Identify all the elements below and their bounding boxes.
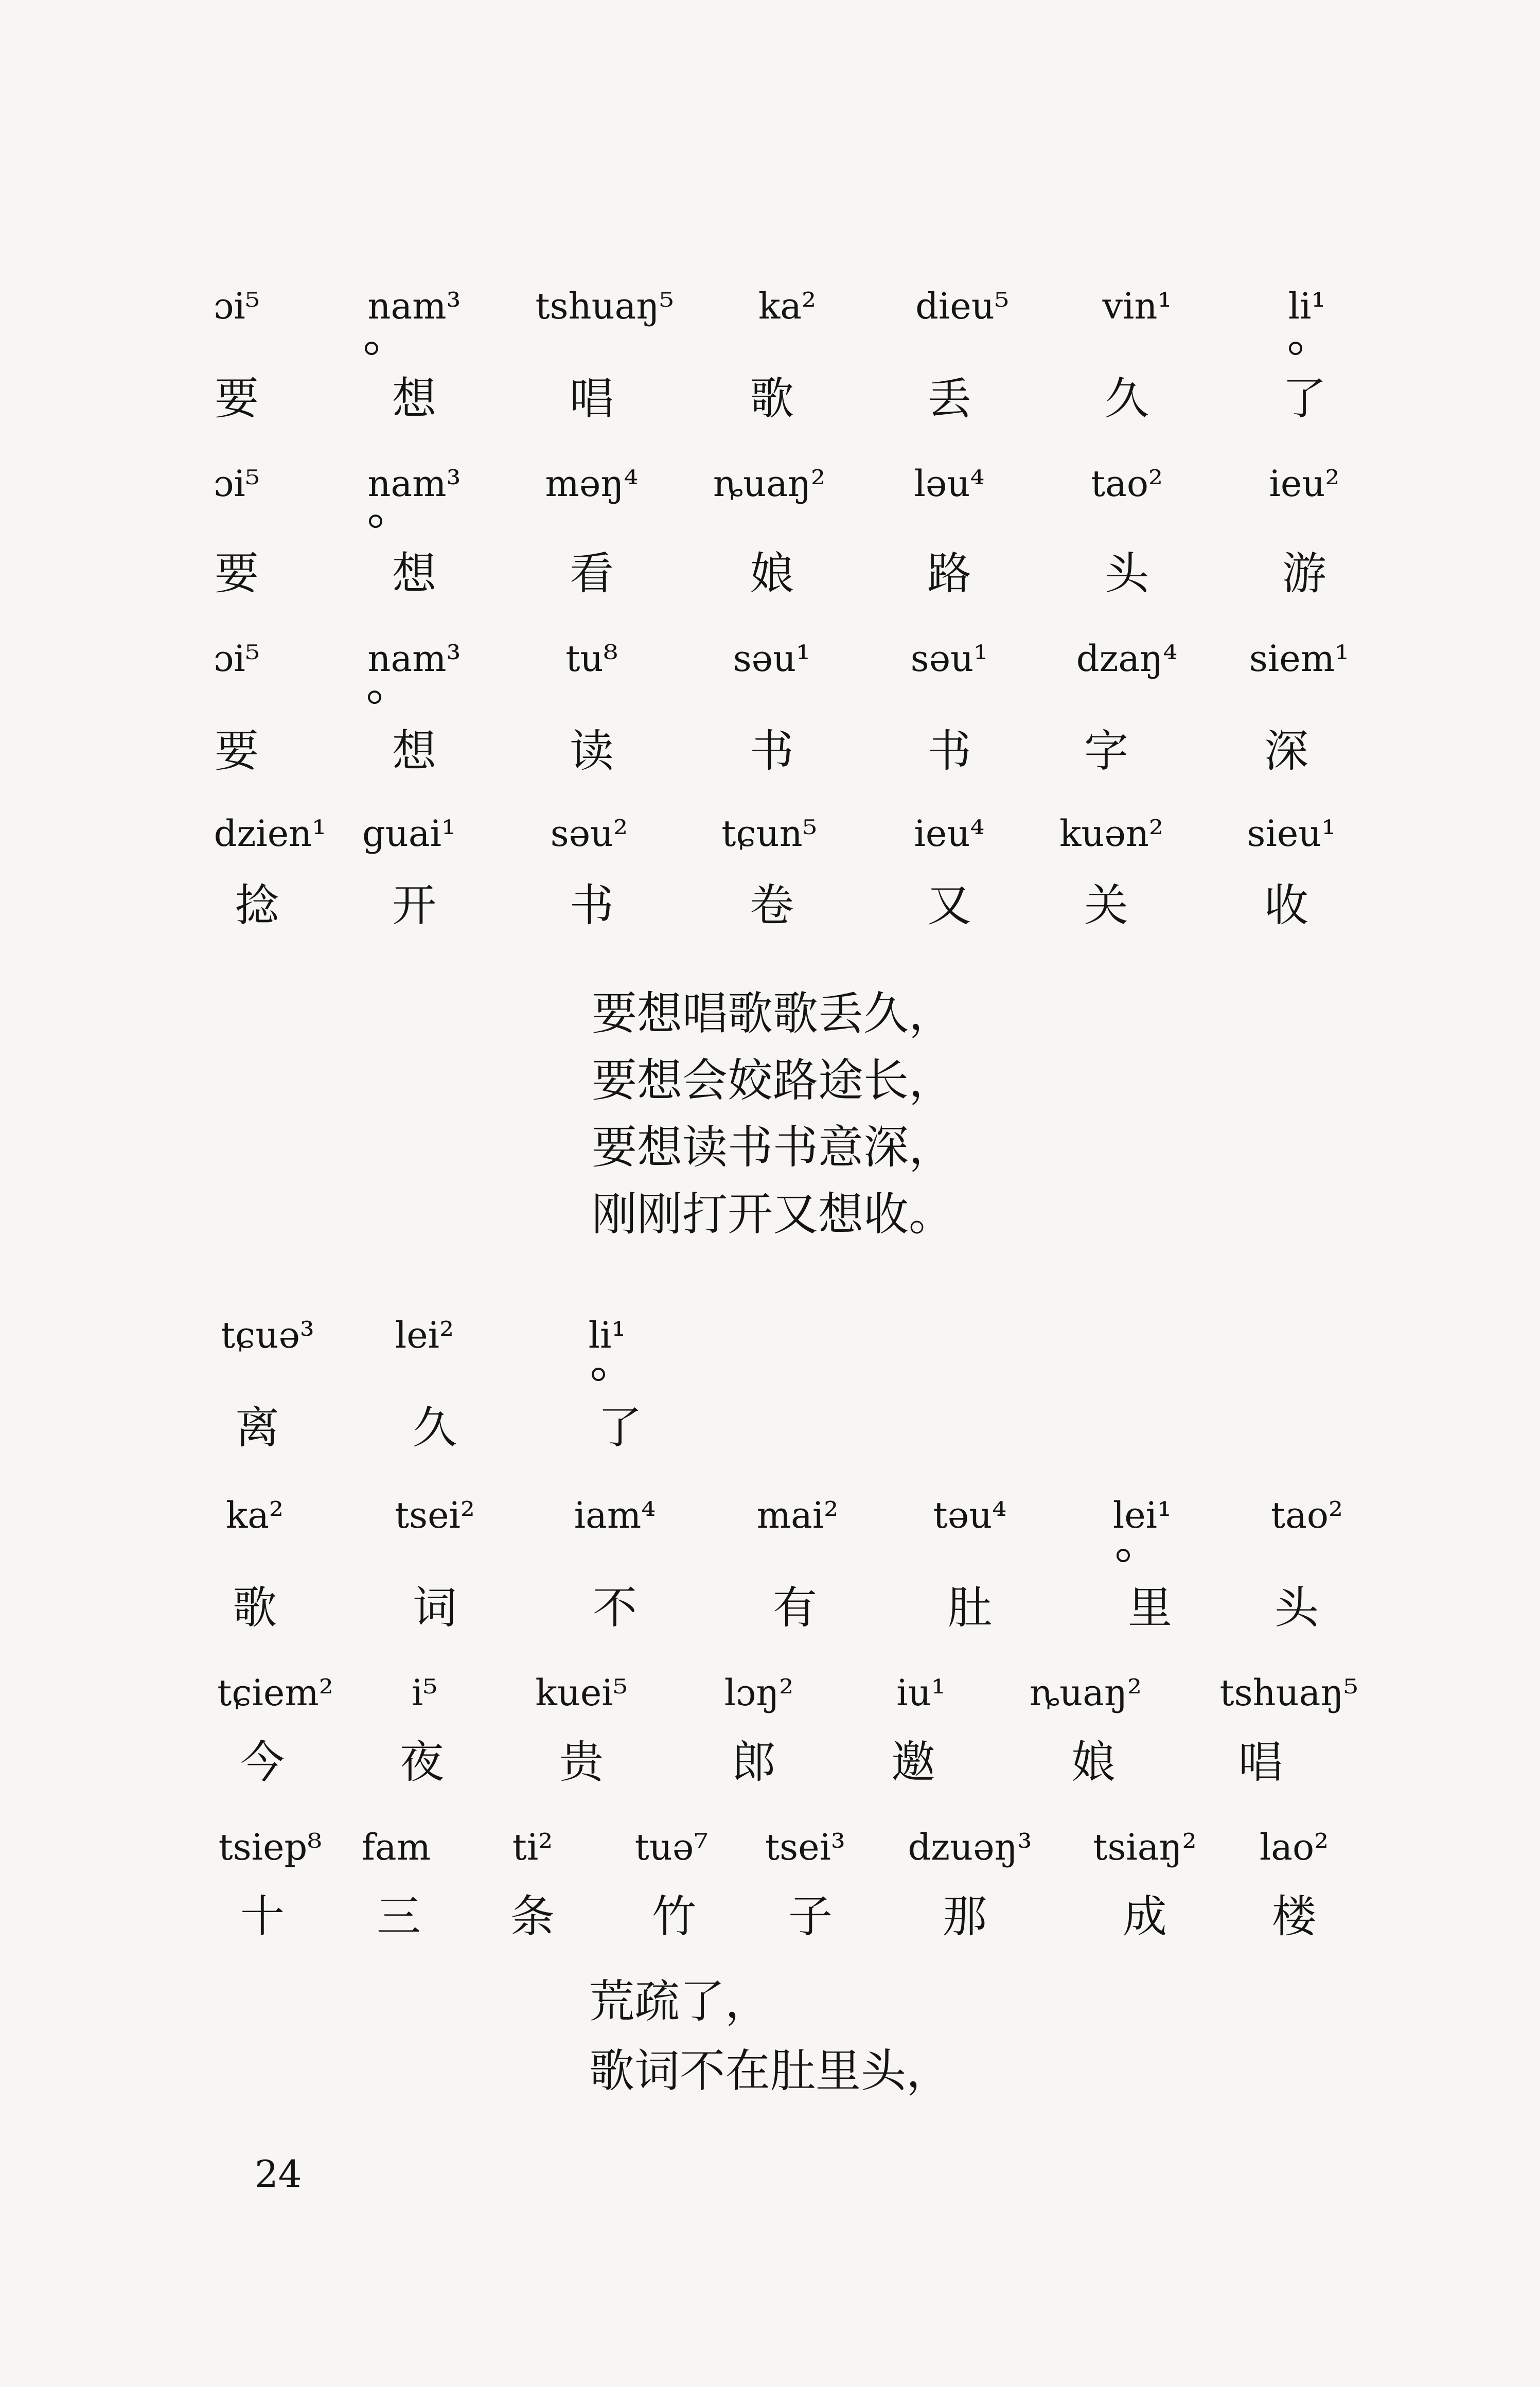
hanzi-character: 看 [570,548,614,599]
hanzi-character: 子 [788,1891,833,1942]
hanzi-character: 要 [215,726,259,777]
phonetic-syllable: nam³ [367,638,461,680]
phonetic-syllable: li¹ [588,1314,626,1356]
translation-line: 要想唱歌歌丢久， [592,987,954,1040]
hanzi-character: 读 [570,726,614,777]
hanzi-character: 关 [1084,880,1128,931]
hanzi-character: 娘 [1071,1737,1116,1788]
phonetic-syllable: ȵuaŋ² [713,463,826,505]
phonetic-syllable: mai² [756,1494,839,1536]
phonetic-syllable: iam⁴ [574,1494,656,1536]
phonetic-syllable: dieu⁵ [915,285,1009,327]
hanzi-character: 词 [413,1582,457,1634]
phonetic-syllable: dzuəŋ³ [908,1826,1032,1868]
hanzi-character: 三 [377,1891,421,1942]
translation-line: 要想读书书意深， [592,1121,954,1174]
hanzi-character: 竹 [652,1891,696,1942]
phonetic-syllable: nam³ [367,463,461,505]
hanzi-character: 头 [1105,548,1149,599]
hanzi-character: 楼 [1272,1891,1316,1942]
circle-mark [1117,1549,1130,1562]
phonetic-syllable: dzaŋ⁴ [1076,638,1178,680]
hanzi-character: 肚 [948,1582,992,1634]
hanzi-character: 捻 [235,880,279,931]
hanzi-character: 想 [392,373,436,425]
hanzi-character: 久 [413,1402,457,1454]
hanzi-character: 离 [235,1402,279,1454]
phonetic-syllable: lao² [1259,1826,1329,1868]
hanzi-character: 书 [927,726,971,777]
phonetic-syllable: lei¹ [1112,1494,1172,1536]
hanzi-character: 想 [392,548,436,599]
phonetic-syllable: fam [361,1826,431,1868]
phonetic-syllable: ka² [225,1494,284,1536]
hanzi-character: 丢 [927,373,971,425]
phonetic-syllable: tshuaŋ⁵ [1219,1672,1358,1714]
phonetic-syllable: tu⁸ [565,638,618,680]
hanzi-character: 深 [1264,726,1308,777]
phonetic-syllable: iu¹ [896,1672,946,1714]
phonetic-syllable: tsiaŋ² [1093,1826,1197,1868]
phonetic-syllable: dzien¹ [214,812,327,855]
translation-line: 要想会姣路途长， [592,1054,954,1107]
phonetic-syllable: tao² [1270,1494,1343,1536]
hanzi-character: 娘 [750,548,794,599]
phonetic-syllable: nam³ [367,285,461,327]
hanzi-character: 歌 [750,373,794,425]
hanzi-character: 头 [1275,1582,1319,1634]
phonetic-syllable: səu¹ [733,638,811,680]
phonetic-syllable: ka² [758,285,817,327]
hanzi-character: 邀 [891,1737,935,1788]
hanzi-character: 又 [927,880,971,931]
phonetic-syllable: kuən² [1059,812,1164,855]
phonetic-syllable: tɕuə³ [221,1314,314,1356]
phonetic-syllable: tshuaŋ⁵ [535,285,674,327]
phonetic-syllable: ieu⁴ [914,812,985,855]
phonetic-syllable: li¹ [1288,285,1326,327]
phonetic-syllable: vin¹ [1102,285,1172,327]
hanzi-character: 要 [215,373,259,425]
phonetic-syllable: sieu¹ [1247,812,1336,855]
phonetic-syllable: i⁵ [411,1672,438,1714]
phonetic-syllable: tɕiem² [217,1672,333,1714]
phonetic-syllable: ȵuaŋ² [1029,1672,1142,1714]
hanzi-character: 卷 [750,880,794,931]
phonetic-syllable: məŋ⁴ [545,463,639,505]
phonetic-syllable: təu⁴ [933,1494,1007,1536]
circle-mark [369,515,382,528]
hanzi-character: 十 [240,1891,285,1942]
hanzi-character: 收 [1264,880,1308,931]
phonetic-syllable: tsei³ [765,1826,845,1868]
phonetic-syllable: tuə⁷ [634,1826,709,1868]
phonetic-syllable: siem¹ [1249,638,1350,680]
hanzi-character: 唱 [1238,1737,1283,1788]
phonetic-syllable: lɔŋ² [724,1672,794,1714]
page-number: 24 [255,2152,302,2196]
hanzi-character: 成 [1123,1891,1167,1942]
translation-line: 歌词不在肚里头， [589,2044,952,2097]
translation-line: 荒疏了， [589,1975,771,2028]
phonetic-syllable: tsei² [395,1494,475,1536]
phonetic-syllable: tɕun⁵ [721,812,817,855]
hanzi-character: 郎 [732,1737,776,1788]
hanzi-character: 要 [215,548,259,599]
translation-line: 刚刚打开又想收。 [592,1188,954,1241]
phonetic-syllable: kuei⁵ [535,1672,628,1714]
phonetic-syllable: ləu⁴ [914,463,985,505]
hanzi-character: 了 [598,1402,642,1454]
hanzi-character: 书 [570,880,614,931]
phonetic-syllable: ɔi⁵ [214,463,260,505]
hanzi-character: 有 [773,1582,817,1634]
hanzi-character: 字 [1084,726,1128,777]
phonetic-syllable: ɔi⁵ [214,285,260,327]
phonetic-syllable: ɔi⁵ [214,638,260,680]
phonetic-syllable: tsiep⁸ [218,1826,322,1868]
hanzi-character: 书 [750,726,794,777]
hanzi-character: 久 [1105,373,1149,425]
hanzi-character: 那 [943,1891,987,1942]
hanzi-character: 条 [510,1891,555,1942]
phonetic-syllable: guai¹ [362,812,456,855]
phonetic-syllable: tao² [1090,463,1163,505]
circle-mark [1289,342,1302,355]
hanzi-character: 唱 [570,373,614,425]
hanzi-character: 路 [927,548,971,599]
circle-mark [365,342,378,355]
hanzi-character: 今 [240,1737,285,1788]
hanzi-character: 想 [392,726,436,777]
phonetic-syllable: səu² [550,812,628,855]
circle-mark [592,1368,605,1381]
phonetic-syllable: səu¹ [910,638,988,680]
hanzi-character: 里 [1128,1582,1172,1634]
hanzi-character: 贵 [559,1737,604,1788]
hanzi-character: 不 [593,1582,637,1634]
hanzi-character: 歌 [233,1582,277,1634]
hanzi-character: 了 [1282,373,1326,425]
hanzi-character: 开 [392,880,436,931]
phonetic-syllable: lei² [395,1314,454,1356]
hanzi-character: 夜 [400,1737,444,1788]
circle-mark [368,691,381,704]
phonetic-syllable: ti² [512,1826,553,1868]
phonetic-syllable: ieu² [1269,463,1340,505]
hanzi-character: 游 [1282,548,1326,599]
